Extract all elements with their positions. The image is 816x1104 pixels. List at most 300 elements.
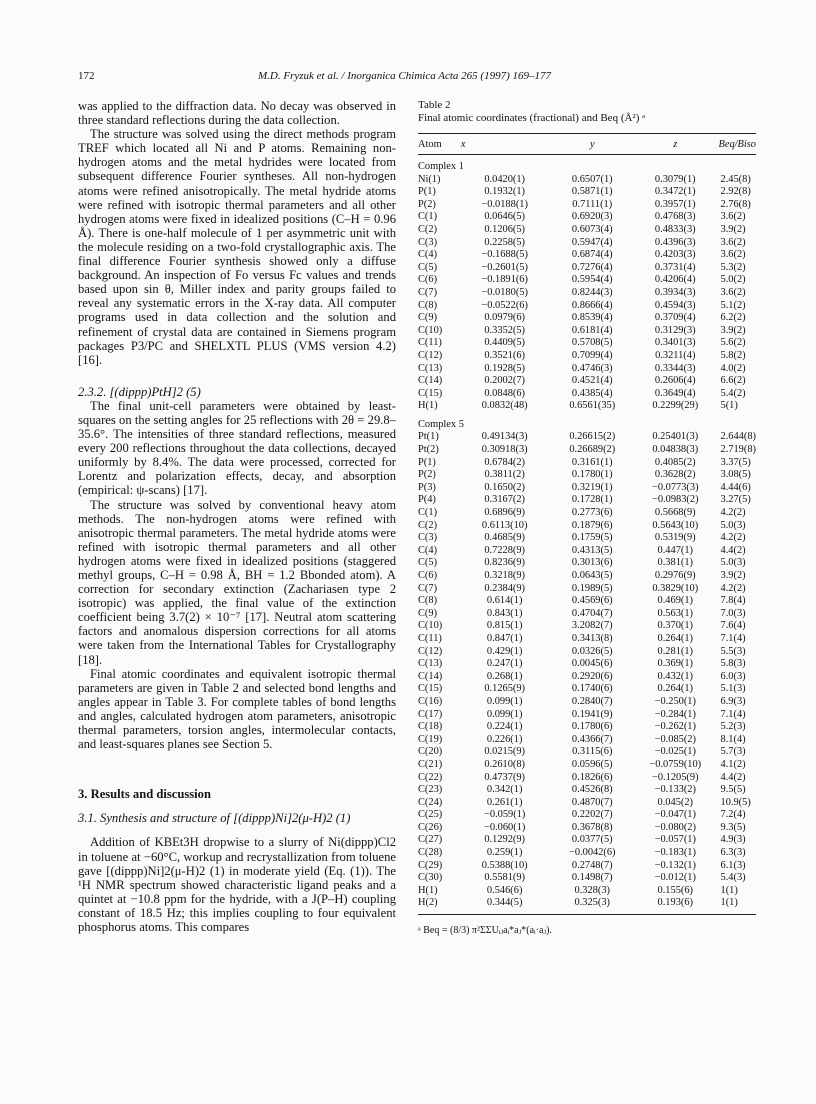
- table-row: [418, 211, 756, 224]
- table-cell: 0.4737(9): [484, 771, 526, 783]
- table-row: [418, 746, 756, 759]
- table-cell: 3.9(2): [720, 570, 746, 581]
- table-cell: 5.0(2): [720, 274, 746, 286]
- table-cell: H(1): [418, 884, 438, 896]
- table-cell: 0.1728(1): [571, 494, 613, 506]
- table-cell: C(10): [418, 324, 443, 336]
- table-cell: 0.2384(9): [484, 582, 526, 594]
- table-cell: 4.9(3): [720, 834, 746, 846]
- table-cell: 0.8666(4): [571, 299, 613, 311]
- table-cell: −0.1688(5): [481, 249, 528, 261]
- table-cell: 0.4409(5): [484, 337, 526, 349]
- table-cell: 6.3(3): [720, 847, 746, 859]
- table-cell: C(5): [418, 261, 438, 273]
- table-row: [418, 325, 756, 338]
- paragraph: The structure was solved using the direct methods program TREF which located all Ni and P atoms. Remaining non-hydrogen atoms and the metal hydrides were located from subsequent difference Fourier syntheses. All non-hydrogen atoms were refined anisotropically. The metal hydride atoms were refined with isotropic thermal parameters and all other hydrogen atoms were fixed in idealized positions (C–H = 0.96 Å). There is one-half molecule of 1 per asymmetric unit with the molecule residing on a two-fold crystallographic axis. The final difference Fourier synthesis showed only a diffuse background. An inspection of Fo versus Fc values and trends based upon sin θ, Miller index and parity groups failed to reveal any systematic errors in the X-ray data. All computer programs used in data collection and the solution and refinement of crystal data are contained in Siemens program packages P3/PC and SHELXTL PLUS (VMS version 4.2) [16].: [78, 127, 396, 367]
- table-cell: C(8): [418, 595, 438, 607]
- table-cell: 0.3829(10): [652, 582, 699, 594]
- table-footnote: ᵃ Beq = (8/3) π²ΣΣUᵢⱼaᵢ*aⱼ*(aᵢ·aⱼ).: [418, 925, 552, 937]
- table-cell: 4.4(2): [720, 544, 746, 556]
- table-row: [418, 545, 756, 558]
- table-row: [418, 683, 756, 696]
- table-cell: 0.3628(2): [654, 469, 696, 481]
- table-cell: 0.3413(8): [571, 632, 613, 644]
- table-cell: H(2): [418, 897, 438, 909]
- table-cell: 0.2610(8): [484, 758, 526, 770]
- table-row: [418, 570, 756, 583]
- table-cell: 2.76(8): [720, 198, 751, 210]
- table-cell: 5.7(3): [720, 746, 746, 758]
- table-cell: 0.3167(2): [484, 494, 526, 506]
- table-row: [418, 262, 756, 275]
- table-cell: 7.0(3): [720, 607, 746, 619]
- table-cell: 0.3649(4): [654, 387, 696, 399]
- table-cell: −0.047(1): [654, 809, 696, 821]
- table-cell: 3.6(2): [720, 286, 746, 298]
- table-cell: 0.2840(7): [571, 695, 613, 707]
- table-cell: 0.4870(7): [571, 796, 613, 808]
- table-cell: 2.92(8): [720, 186, 751, 198]
- table-cell: C(1): [418, 507, 438, 519]
- table-cell: C(7): [418, 286, 438, 298]
- table-cell: 0.381(1): [657, 557, 694, 569]
- table-row: [418, 658, 756, 671]
- table-cell: 4.2(2): [720, 532, 746, 544]
- table-cell: 0.5643(10): [652, 519, 699, 531]
- table-row: [418, 759, 756, 772]
- table-cell: −0.284(1): [654, 708, 696, 720]
- table-cell: 7.8(4): [720, 595, 746, 607]
- table-cell: 0.0377(5): [571, 834, 613, 846]
- table-cell: 0.6874(4): [571, 249, 613, 261]
- left-column: [78, 99, 396, 934]
- table-row: [418, 388, 756, 401]
- table-cell: 0.0979(6): [484, 312, 526, 324]
- table-cell: −0.2601(5): [481, 261, 528, 273]
- table-cell: 3.6(2): [720, 211, 746, 223]
- table-cell: 0.25401(3): [652, 431, 699, 443]
- table-row: [418, 721, 756, 734]
- table-cell: C(19): [418, 733, 443, 745]
- table-row: [418, 557, 756, 570]
- table-row: [418, 287, 756, 300]
- table-cell: 0.3401(3): [654, 337, 696, 349]
- table-cell: C(12): [418, 349, 443, 361]
- table-cell: C(30): [418, 872, 443, 884]
- table-cell: −0.025(1): [654, 746, 696, 758]
- table-cell: −0.057(1): [654, 834, 696, 846]
- table-cell: 0.370(1): [657, 620, 694, 632]
- table-cell: 0.259(1): [486, 847, 523, 859]
- table-cell: 0.5871(1): [571, 186, 613, 198]
- table-cell: 0.1932(1): [484, 186, 526, 198]
- table-cell: 0.264(1): [657, 632, 694, 644]
- table-cell: 0.563(1): [657, 607, 694, 619]
- table-cell: C(13): [418, 362, 443, 374]
- table-cell: 0.2002(7): [484, 375, 526, 387]
- table-cell: C(26): [418, 821, 443, 833]
- table-cell: −0.0759(10): [649, 758, 702, 770]
- table-cell: 4.2(2): [720, 582, 746, 594]
- table-cell: 0.4385(4): [571, 387, 613, 399]
- table-cell: C(25): [418, 809, 443, 821]
- table-cell: 0.3811(2): [484, 469, 525, 481]
- table-cell: 5.2(3): [720, 721, 746, 733]
- table-row: [418, 809, 756, 822]
- table-cell: 5.1(3): [720, 683, 746, 695]
- table-cell: 3.27(5): [720, 494, 751, 506]
- table-cell: 0.469(1): [657, 595, 694, 607]
- table-cell: 0.1879(6): [571, 519, 613, 531]
- table-row: [418, 608, 756, 621]
- table-row: [418, 482, 756, 495]
- table-cell: 5.8(3): [720, 658, 746, 670]
- table-cell: 0.6784(2): [484, 456, 526, 468]
- table-row: [418, 274, 756, 287]
- table-row: [418, 784, 756, 797]
- table-cell: 0.0832(48): [481, 400, 528, 412]
- table-cell: 0.447(1): [657, 544, 694, 556]
- table-cell: 4.0(2): [720, 362, 746, 374]
- table-row: [418, 885, 756, 898]
- table-cell: 5.4(3): [720, 872, 746, 884]
- table-cell: 5.8(2): [720, 349, 746, 361]
- table-row: [418, 363, 756, 376]
- table-cell: 0.8244(3): [571, 286, 613, 298]
- table-cell: 0.045(2): [657, 796, 694, 808]
- table-cell: 0.1759(5): [571, 532, 613, 544]
- table-cell: C(11): [418, 337, 442, 349]
- table-cell: 0.49134(3): [481, 431, 528, 443]
- table-cell: 0.3352(5): [484, 324, 526, 336]
- table-row: [418, 671, 756, 684]
- table-cell: 0.1989(5): [571, 582, 613, 594]
- table-cell: 0.5581(9): [484, 872, 526, 884]
- paragraph: The structure was solved by conventional heavy atom methods. The non-hydrogen atoms were refined with anisotropic thermal parameters. The metal hydride atoms were refined with isotropic thermal parameters and all other hydrogen atoms were fixed in idealized positions (staggered methyl groups, C–H = 0.98 Å, BH = 1.2 Bbonded atom). A correction for secondary extinction (Zachariasen type 2 isotropic) was applied, the final value of the extinction coefficient being 3.7(2) × 10⁻⁷ [17]. Neutral atom scattering factors and anomalous dispersion corrections for all atoms were taken from the International Tables for Crystallography [18].: [78, 497, 396, 667]
- table-cell: C(5): [418, 557, 438, 569]
- table-cell: 0.1928(5): [484, 362, 526, 374]
- table-cell: 0.7111(1): [572, 198, 613, 210]
- table-cell: C(7): [418, 582, 438, 594]
- table-cell: 0.2299(29): [652, 400, 699, 412]
- table-row: [418, 400, 756, 413]
- table-cell: C(18): [418, 721, 443, 733]
- paragraph: Final atomic coordinates and equivalent isotropic thermal parameters are given in Table 2 and selected bond lengths and angles appear in Table 3. For complete tables of bond lengths and angles, calculated hydrogen atom parameters, anisotropic thermal parameters, torsion angles, intermolecular contacts, and least-squares planes see Section 5.: [78, 666, 396, 752]
- table-cell: C(1): [418, 211, 438, 223]
- table-row: [418, 847, 756, 860]
- table-cell: 0.325(3): [574, 897, 610, 909]
- table-cell: 0.342(1): [486, 784, 523, 796]
- table-cell: 5(1): [720, 400, 738, 412]
- table-row: [418, 174, 756, 187]
- table-row: [418, 583, 756, 596]
- table-cell: −0.0180(5): [481, 286, 528, 298]
- table-cell: 2.644(8): [720, 431, 756, 443]
- table-cell: 3.6(2): [720, 249, 746, 261]
- table-row: [418, 494, 756, 507]
- table-row: [418, 520, 756, 533]
- table-cell: P(1): [418, 186, 436, 198]
- table-cell: 0.4594(3): [654, 299, 696, 311]
- table-cell: 0.1265(9): [484, 683, 526, 695]
- table-cell: 4.4(2): [720, 771, 746, 783]
- table-cell: 0.6561(35): [569, 400, 616, 412]
- table-cell: 4.2(2): [720, 507, 746, 519]
- table-cell: 0.1780(6): [571, 721, 613, 733]
- table-row: [418, 300, 756, 313]
- table-row: [418, 633, 756, 646]
- table-cell: 8.1(4): [720, 733, 746, 745]
- table-cell: 0.155(6): [657, 884, 694, 896]
- table-cell: 6.6(2): [720, 375, 746, 387]
- table-cell: 0.099(1): [486, 708, 523, 720]
- table-cell: 0.3678(8): [571, 821, 613, 833]
- table-cell: C(2): [418, 519, 438, 531]
- table-cell: C(27): [418, 834, 443, 846]
- table-cell: 10.9(5): [720, 796, 751, 808]
- running-title: M.D. Fryzuk et al. / Inorganica Chimica Acta 265 (1997) 169–177: [258, 70, 551, 82]
- table-cell: C(14): [418, 670, 443, 682]
- table-cell: 0.6181(4): [571, 324, 613, 336]
- table-cell: C(8): [418, 299, 438, 311]
- table-row: [418, 897, 756, 910]
- table-cell: 0.0420(1): [484, 173, 526, 185]
- coordinates-table: [418, 134, 756, 910]
- table-label: Table 2: [418, 99, 451, 111]
- table-cell: 0.6073(4): [571, 223, 613, 235]
- section-label: Complex 1: [418, 161, 464, 172]
- table-cell: 0.1206(5): [484, 223, 526, 235]
- table-row: [418, 469, 756, 482]
- table-cell: 0.1740(6): [571, 683, 613, 695]
- table-cell: 0.1498(7): [571, 872, 613, 884]
- table-cell: −0.085(2): [654, 733, 696, 745]
- table-cell: −0.0773(3): [651, 481, 699, 493]
- table-row: [418, 822, 756, 835]
- table-cell: C(15): [418, 683, 443, 695]
- table-row: [418, 860, 756, 873]
- table-cell: 3.2082(7): [571, 620, 613, 632]
- table-cell: C(11): [418, 632, 442, 644]
- table-cell: 0.3211(4): [655, 349, 696, 361]
- table-cell: 6.1(3): [720, 859, 746, 871]
- table-cell: 0.1826(6): [571, 771, 613, 783]
- table-cell: C(17): [418, 708, 443, 720]
- table-cell: −0.012(1): [654, 872, 696, 884]
- table-cell: Pt(2): [418, 444, 439, 456]
- table-cell: 0.1292(9): [484, 834, 526, 846]
- table-row: [418, 237, 756, 250]
- table-cell: C(2): [418, 223, 438, 235]
- table-cell: −0.132(1): [654, 859, 696, 871]
- table-cell: 0.2976(9): [654, 570, 696, 581]
- table-cell: 0.546(6): [486, 884, 523, 896]
- table-caption: Final atomic coordinates (fractional) and Beq (Å²) ᵃ: [418, 112, 646, 124]
- table-cell: P(2): [418, 198, 436, 210]
- table-cell: 0.4526(8): [571, 784, 613, 796]
- table-cell: 0.7276(4): [571, 261, 613, 273]
- table-cell: 0.3731(4): [654, 261, 696, 273]
- table-cell: 0.3218(9): [484, 570, 526, 581]
- table-cell: Pt(1): [418, 431, 439, 443]
- subsection-heading: 3.1. Synthesis and structure of [(dippp)Ni]2(μ-H)2 (1): [78, 811, 351, 826]
- section-label: Complex 5: [418, 418, 464, 430]
- table-cell: 6.0(3): [720, 670, 746, 682]
- table-cell: 0.2606(4): [654, 375, 696, 387]
- table-cell: 0.2773(6): [571, 507, 613, 519]
- table-cell: 0.193(6): [657, 897, 694, 909]
- table-cell: 0.1941(9): [571, 708, 613, 720]
- table-row: [418, 834, 756, 847]
- table-cell: 0.7228(9): [484, 544, 526, 556]
- table-cell: −0.060(1): [484, 821, 526, 833]
- table-cell: Ni(1): [418, 173, 441, 185]
- table-cell: 0.847(1): [486, 632, 523, 644]
- table-cell: −0.0042(6): [568, 847, 616, 859]
- table-cell: 0.4704(7): [571, 607, 613, 619]
- table-cell: C(6): [418, 570, 438, 581]
- table-cell: 0.0643(5): [571, 570, 613, 581]
- table-cell: 0.429(1): [486, 645, 523, 657]
- table-cell: 0.4203(3): [654, 249, 696, 261]
- table-cell: 0.268(1): [486, 670, 523, 682]
- table-row: [418, 734, 756, 747]
- col-header-atom: Atom: [418, 139, 442, 150]
- table-cell: C(9): [418, 607, 438, 619]
- table-row: [418, 532, 756, 545]
- table-cell: 0.0215(9): [484, 746, 526, 758]
- table-cell: C(4): [418, 249, 438, 261]
- table-cell: 0.04838(3): [652, 444, 699, 456]
- table-cell: 0.6113(10): [481, 519, 528, 531]
- table-cell: 4.44(6): [720, 481, 751, 493]
- table-cell: −0.262(1): [654, 721, 696, 733]
- table-cell: P(4): [418, 494, 436, 506]
- table-row: [418, 224, 756, 237]
- table-cell: 9.3(5): [720, 821, 746, 833]
- table-cell: 3.08(5): [720, 469, 751, 481]
- col-header-z: z: [673, 139, 678, 150]
- table-cell: 0.3957(1): [654, 198, 696, 210]
- col-header-beq: Beq/Biso: [718, 139, 756, 150]
- table-cell: 0.261(1): [486, 796, 523, 808]
- table-row: [418, 375, 756, 388]
- table-cell: 0.3344(3): [654, 362, 696, 374]
- page-number: 172: [78, 70, 95, 82]
- table-cell: C(13): [418, 658, 443, 670]
- table-cell: P(2): [418, 469, 436, 481]
- table-cell: 0.281(1): [657, 645, 694, 657]
- table-cell: −0.1205(9): [651, 771, 699, 783]
- table-cell: −0.0983(2): [651, 494, 699, 506]
- table-cell: −0.059(1): [484, 809, 526, 821]
- table-cell: C(16): [418, 695, 443, 707]
- table-cell: C(14): [418, 375, 443, 387]
- table-cell: 5.0(3): [720, 519, 746, 531]
- table-cell: 3.6(2): [720, 236, 746, 248]
- table-cell: 0.614(1): [486, 595, 523, 607]
- table-cell: C(3): [418, 532, 438, 544]
- table-cell: 0.26615(2): [569, 431, 616, 443]
- table-cell: C(9): [418, 312, 438, 324]
- table-cell: C(22): [418, 771, 443, 783]
- table-row: [418, 337, 756, 350]
- table-cell: 7.2(4): [720, 809, 746, 821]
- table-cell: 6.2(2): [720, 312, 746, 324]
- table-row: [418, 249, 756, 262]
- table-cell: 0.0326(5): [571, 645, 613, 657]
- table-row: [418, 772, 756, 785]
- table-cell: 7.1(4): [720, 632, 746, 644]
- table-2: [418, 99, 756, 936]
- table-cell: 0.6896(9): [484, 507, 526, 519]
- paragraph: Addition of KBEt3H dropwise to a slurry of Ni(dippp)Cl2 in toluene at −60°C, workup and recrystallization from toluene gave [(dippp)Ni]2(μ-H)2 (1) in moderate yield (Eq. (1)). The ¹H NMR spectrum showed characteristic ligand peaks and a quintet at −10.8 ppm for the hydride, with a J(P–H) coupling constant of 18.5 Hz; this implies coupling to four equivalent phosphorus atoms. This compares: [78, 835, 396, 934]
- table-cell: C(15): [418, 387, 443, 399]
- table-cell: P(3): [418, 481, 436, 493]
- table-cell: 9.5(5): [720, 784, 746, 796]
- table-cell: 0.6507(1): [571, 173, 613, 185]
- table-cell: 0.4206(4): [654, 274, 696, 286]
- table-cell: −0.183(1): [654, 847, 696, 859]
- table-row: [418, 872, 756, 885]
- table-cell: C(21): [418, 758, 443, 770]
- table-row: [418, 199, 756, 212]
- table-cell: C(3): [418, 236, 438, 248]
- table-cell: −0.0188(1): [481, 198, 528, 210]
- table-cell: 6.9(3): [720, 695, 746, 707]
- table-cell: 0.6920(3): [571, 211, 613, 223]
- table-row: [418, 457, 756, 470]
- table-cell: 2.45(8): [720, 173, 751, 185]
- table-row: [418, 444, 756, 457]
- table-row: [418, 696, 756, 709]
- table-cell: 0.4396(3): [654, 236, 696, 248]
- table-cell: 0.5388(10): [481, 859, 528, 871]
- table-cell: 0.8539(4): [571, 312, 613, 324]
- table-cell: 0.1780(1): [571, 469, 613, 481]
- table-cell: 0.2920(6): [571, 670, 613, 682]
- table-cell: C(28): [418, 847, 443, 859]
- table-cell: 0.3079(1): [654, 173, 696, 185]
- table-cell: 0.247(1): [486, 658, 523, 670]
- table-cell: 0.8236(9): [484, 557, 526, 569]
- table-cell: 0.4569(6): [571, 595, 613, 607]
- section-heading: 3. Results and discussion: [78, 787, 211, 802]
- table-cell: 0.7099(4): [571, 349, 613, 361]
- table-row: [418, 620, 756, 633]
- table-cell: 0.0596(5): [571, 758, 613, 770]
- table-cell: −0.1891(6): [481, 274, 528, 286]
- table-cell: 3.9(2): [720, 324, 746, 336]
- col-header-x: x: [460, 139, 466, 150]
- table-cell: 0.264(1): [657, 683, 694, 695]
- table-cell: 4.1(2): [720, 758, 746, 770]
- table-row: [418, 646, 756, 659]
- table-cell: 0.5319(9): [654, 532, 696, 544]
- table-cell: 0.0045(6): [571, 658, 613, 670]
- paragraph: The final unit-cell parameters were obtained by least-squares on the setting angles for 25 reflections with 2θ = 29.8–35.6°. The intensities of three standard reflections, measured every 200 reflections throughout the data collections, decayed uniformly by 8.4%. The data were processed, corrected for Lorentz and polarization effects, decay, and absorption (empirical: ψ-scans) [17].: [78, 398, 396, 498]
- table-cell: 0.4685(9): [484, 532, 526, 544]
- table-cell: −0.080(2): [654, 821, 696, 833]
- table-cell: 0.3013(6): [571, 557, 613, 569]
- table-cell: C(29): [418, 859, 443, 871]
- table-cell: 0.224(1): [486, 721, 523, 733]
- table-cell: 1(1): [720, 897, 738, 909]
- table-row: [418, 186, 756, 199]
- table-cell: 0.099(1): [486, 695, 523, 707]
- table-cell: 0.26689(2): [569, 444, 616, 456]
- table-cell: 1(1): [720, 884, 738, 896]
